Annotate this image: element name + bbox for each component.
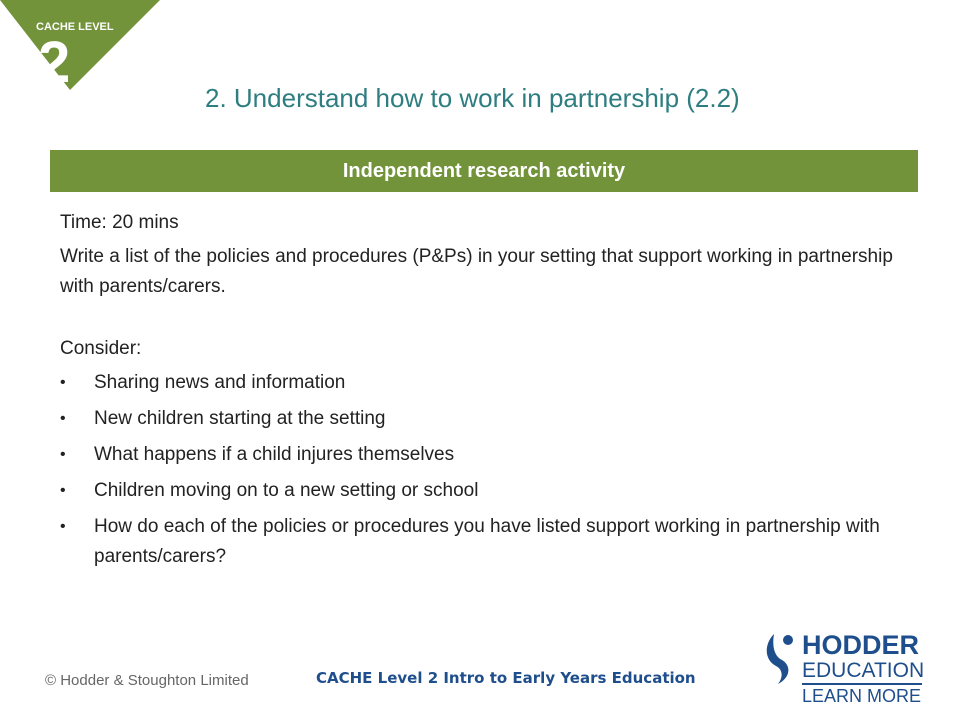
consider-list xyxy=(60,368,920,572)
logo-name: HODDER xyxy=(802,630,920,660)
list-item-text: Children moving on to a new setting or school xyxy=(94,480,479,501)
badge-triangle xyxy=(0,0,160,90)
list-item xyxy=(60,512,920,572)
list-item xyxy=(60,476,920,506)
list-item xyxy=(60,404,920,434)
badge-number: 2 xyxy=(38,30,71,90)
slide-content xyxy=(60,208,920,578)
list-item xyxy=(60,440,920,470)
consider-label: Consider: xyxy=(60,338,142,359)
bullet-icon: • xyxy=(60,374,66,391)
instruction-text: Write a list of the policies and procedures (P&Ps) in your setting that support working in partnership with parents/carers. xyxy=(60,246,893,297)
copyright-text: © Hodder & Stoughton Limited xyxy=(45,672,249,689)
list-item-text: How do each of the policies or procedures you have listed support working in partnership with parents/carers? xyxy=(94,516,880,567)
course-title-footer: CACHE Level 2 Intro to Early Years Education xyxy=(316,669,696,687)
logo-divider xyxy=(802,683,922,685)
list-item-text: What happens if a child injures themselves xyxy=(94,444,455,465)
list-item-text: New children starting at the setting xyxy=(94,408,386,429)
hodder-education-logo xyxy=(760,630,930,710)
logo-tagline: LEARN MORE xyxy=(802,686,922,706)
time-text: Time: 20 mins xyxy=(60,212,179,233)
cache-level-badge xyxy=(0,0,160,90)
slide-title: 2. Understand how to work in partnership (2.2) xyxy=(205,83,740,113)
bullet-icon: • xyxy=(60,518,66,535)
bullet-icon: • xyxy=(60,446,66,463)
activity-heading: Independent research activity xyxy=(342,159,626,182)
list-item xyxy=(60,368,920,398)
list-item-text: Sharing news and information xyxy=(94,372,346,393)
hodder-swoosh-icon xyxy=(760,630,800,690)
badge-shape xyxy=(0,0,160,90)
logo-sub: EDUCATION xyxy=(802,659,925,682)
badge-label: CACHE LEVEL xyxy=(36,21,114,33)
bullet-icon: • xyxy=(60,482,66,499)
activity-heading-bar xyxy=(50,150,918,192)
bullet-icon: • xyxy=(60,410,66,427)
